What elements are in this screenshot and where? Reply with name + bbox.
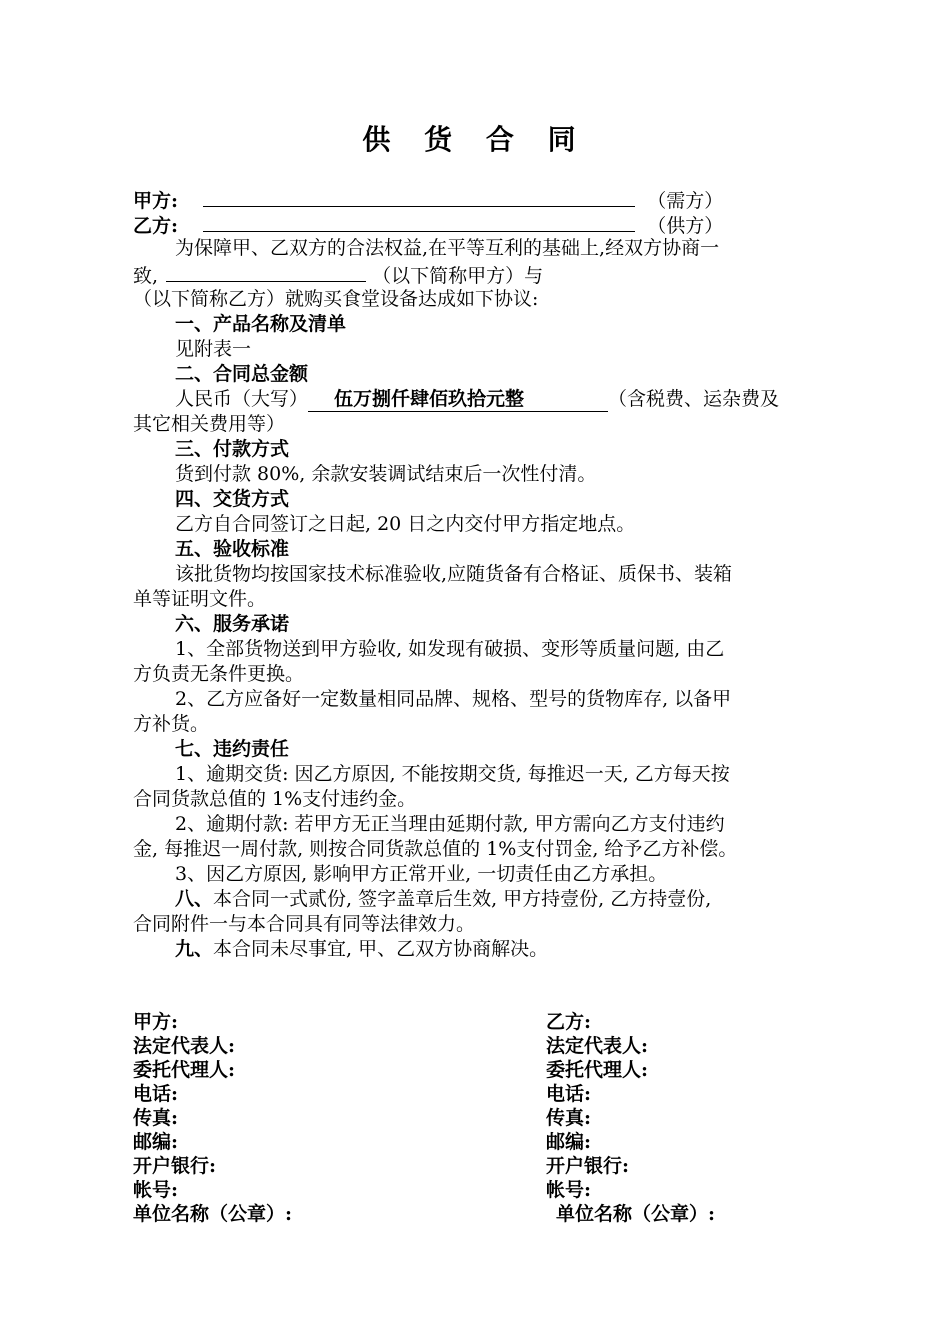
section-8-text: 本合同一式贰份, 签字盖章后生效, 甲方持壹份, 乙方持壹份, (213, 888, 712, 910)
intro-line-2-end: （以下简称甲方）与 (372, 265, 544, 287)
party-b-role: （供方） (647, 215, 724, 237)
signature-block-b (546, 1010, 715, 1226)
party-a-name-blank (166, 261, 366, 282)
section-7-heading: 七、违约责任 (175, 738, 290, 760)
section-6-heading: 六、服务承诺 (175, 613, 290, 635)
section-5-line-1: 该批货物均按国家技术标准验收,应随货备有合格证、质保书、装箱 (175, 563, 733, 585)
sign-b-fax: 传真: (546, 1107, 592, 1129)
sign-b-bank: 开户银行: (546, 1155, 630, 1177)
party-b-label: 乙方: (133, 215, 179, 237)
sign-b-phone: 电话: (546, 1083, 592, 1105)
sign-b-postcode: 邮编: (546, 1131, 592, 1153)
party-a-role: （需方） (647, 190, 724, 212)
party-a-row (133, 186, 723, 213)
sign-b-legal-rep: 法定代表人: (546, 1035, 649, 1057)
section-7-p1-line-2: 合同货款总值的 1%支付违约金。 (133, 788, 417, 810)
section-7-p1-line-1: 1、逾期交货: 因乙方原因, 不能按期交货, 每推迟一天, 乙方每天按 (175, 763, 730, 785)
sign-a-account: 帐号: (133, 1179, 179, 1201)
section-2-heading: 二、合同总金额 (175, 363, 309, 385)
amount-prefix: 人民币（大写） (175, 388, 309, 410)
section-4-text: 乙方自合同签订之日起, 20 日之内交付甲方指定地点。 (175, 513, 636, 535)
intro-line-3: （以下简称乙方）就购买食堂设备达成如下协议: (133, 288, 539, 310)
section-4-heading: 四、交货方式 (175, 488, 290, 510)
section-3-text: 货到付款 80%, 余款安装调试结束后一次性付清。 (175, 463, 597, 485)
section-7-p2-line-2: 金, 每推迟一周付款, 则按合同货款总值的 1%支付罚金, 给予乙方补偿。 (133, 838, 738, 860)
party-b-blank (203, 211, 635, 232)
sign-a-phone: 电话: (133, 1083, 179, 1105)
sign-b-account: 帐号: (546, 1179, 592, 1201)
section-1-heading: 一、产品名称及清单 (175, 313, 347, 335)
intro-line-2-start: 致, (133, 265, 159, 287)
sign-a-postcode: 邮编: (133, 1131, 179, 1153)
party-a-blank (203, 186, 635, 207)
sign-b-unit-name: 单位名称（公章）: (556, 1203, 716, 1225)
signature-block-a (133, 1010, 292, 1226)
section-2-line-1 (175, 387, 779, 412)
section-3-heading: 三、付款方式 (175, 438, 290, 460)
section-9-text: 本合同未尽事宜, 甲、乙双方协商解决。 (213, 938, 549, 960)
section-8-line-2: 合同附件一与本合同具有同等法律效力。 (133, 913, 476, 935)
section-9-line (175, 937, 548, 961)
sign-a-unit-name: 单位名称（公章）: (133, 1203, 293, 1225)
intro-line-2 (133, 261, 543, 288)
intro-line-1: 为保障甲、乙双方的合法权益,在平等互利的基础上,经双方协商一 (175, 237, 720, 259)
section-6-p1-line-1: 1、全部货物送到甲方验收, 如发现有破损、变形等质量问题, 由乙 (175, 638, 725, 660)
section-5-line-2: 单等证明文件。 (133, 588, 267, 610)
section-6-p2-line-2: 方补货。 (133, 713, 210, 735)
page-title: 供 货 合 同 (362, 123, 588, 156)
section-6-p1-line-2: 方负责无条件更换。 (133, 663, 305, 685)
party-a-label: 甲方: (133, 190, 179, 212)
amount-value: 伍万捌仟肆佰玖拾元整 (308, 387, 608, 412)
sign-a-bank: 开户银行: (133, 1155, 217, 1177)
section-2-line-2: 其它相关费用等） (133, 413, 286, 435)
sign-a-agent: 委托代理人: (133, 1059, 236, 1081)
section-9-heading: 九、 (175, 938, 214, 960)
party-b-row (133, 211, 723, 238)
section-7-p3: 3、因乙方原因, 影响甲方正常开业, 一切责任由乙方承担。 (175, 863, 668, 885)
section-7-p2-line-1: 2、逾期付款: 若甲方无正当理由延期付款, 甲方需向乙方支付违约 (175, 813, 725, 835)
sign-a-legal-rep: 法定代表人: (133, 1035, 236, 1057)
sign-b-party: 乙方: (546, 1011, 592, 1033)
sign-a-fax: 传真: (133, 1107, 179, 1129)
sign-a-party: 甲方: (133, 1011, 179, 1033)
section-6-p2-line-1: 2、乙方应备好一定数量相同品牌、规格、型号的货物库存, 以备甲 (175, 688, 732, 710)
section-8-line-1 (175, 887, 711, 911)
section-1-text: 见附表一 (175, 338, 252, 360)
sign-b-agent: 委托代理人: (546, 1059, 649, 1081)
section-5-heading: 五、验收标准 (175, 538, 290, 560)
amount-suffix: （含税费、运杂费及 (608, 388, 780, 410)
section-8-heading: 八、 (175, 888, 214, 910)
